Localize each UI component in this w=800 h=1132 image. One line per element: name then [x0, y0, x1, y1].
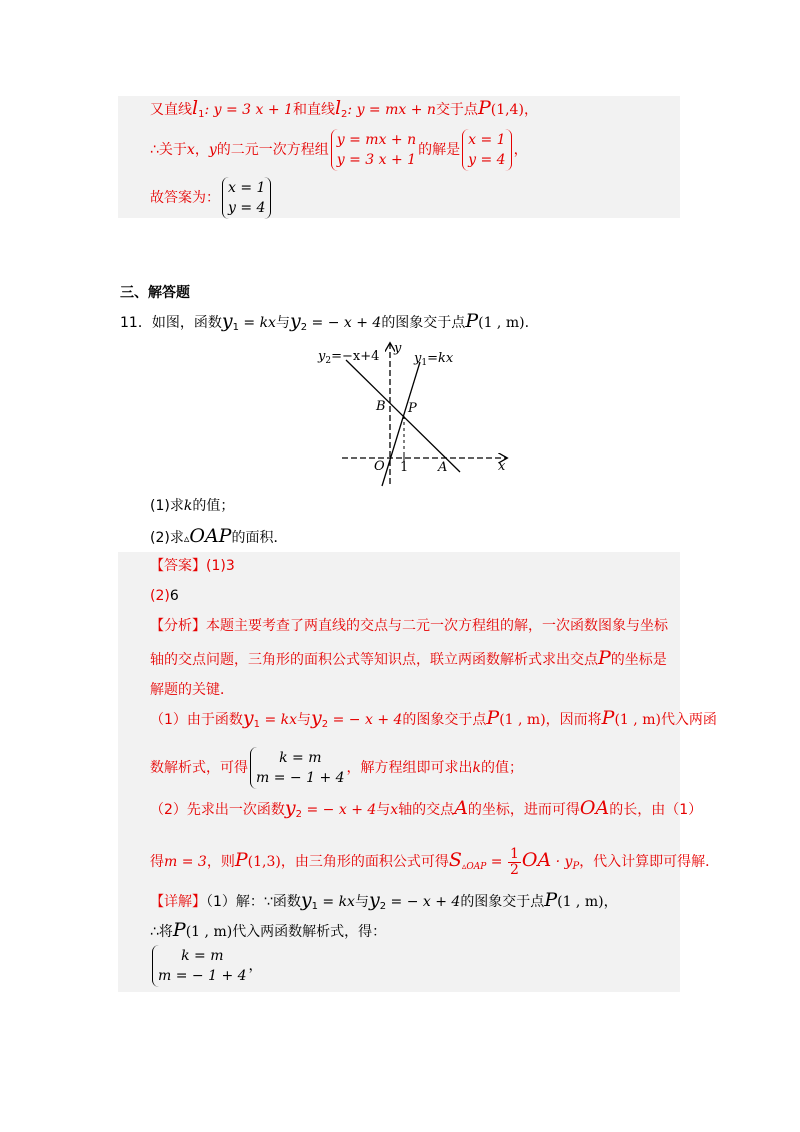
- label-A: A: [438, 460, 448, 475]
- label-y1: $y_1=kx$: [414, 351, 454, 368]
- detail-line-3: k = m m = − 1 + 4 ，: [150, 944, 263, 988]
- substitution-system: k = m m = − 1 + 4: [250, 747, 345, 789]
- analysis-line-1: 【分析】本题主要考查了两直线的交点与二元一次方程组的解，一次函数图象与坐标: [150, 618, 668, 634]
- detail-system: k = m m = − 1 + 4: [152, 945, 247, 987]
- analysis-line-3: 解题的关键．: [150, 682, 234, 698]
- fraction-one-half: $\frac{1}{2}$: [509, 845, 519, 878]
- detail-line-2: ∴将P(1 , m)代入两函数解析式，得：: [150, 919, 387, 941]
- analysis-line-2: 轴的交点问题，三角形的面积公式等知识点，联立两函数解析式求出交点P的坐标是: [150, 647, 667, 669]
- question-11: 11．如图，函数$y_1$ = kx与$y_2$ = − x + 4的图象交于点P(1 , m).: [120, 310, 530, 333]
- label-1: 1: [400, 460, 409, 475]
- section-title: 三、解答题: [120, 285, 190, 301]
- answer-line-2: (2)6: [150, 588, 179, 604]
- label-P: P: [408, 401, 417, 416]
- label-O: O: [374, 459, 385, 474]
- sub-question-2: (2)求▵OAP的面积．: [150, 525, 288, 547]
- final-answer-system: x = 1 y = 4: [222, 177, 271, 219]
- axis-label-y: y: [394, 341, 402, 356]
- analysis-point-1-cont: 数解析式，可得 k = m m = − 1 + 4 ，解方程组即可求出k的值；: [150, 746, 523, 790]
- analysis-point-1: （1）由于函数$y_1$ = kx与$y_2$ = − x + 4的图象交于点P(1 , m)，因而将P(1 , m)代入两函: [150, 707, 717, 730]
- analysis-point-2: （2）先求出一次函数$y_2$ = − x + 4与x轴的交点A的坐标，进而可得OA的长，由（1）: [150, 797, 703, 820]
- system-solution: x = 1 y = 4: [462, 129, 511, 171]
- detail-line-1: 【详解】（1）解：∵函数$y_1$ = kx与$y_2$ = − x + 4的图象交于点P(1 , m)，: [150, 889, 618, 912]
- label-y2: $y_2=-x+4$: [318, 349, 380, 366]
- axis-label-x: x: [498, 459, 506, 474]
- equation-system: y = mx + n y = 3 x + 1: [331, 129, 416, 171]
- label-B: B: [376, 399, 386, 414]
- function-graph: [310, 338, 520, 490]
- top-line-1: 又直线$l_1$: y = 3 x + 1和直线$l_2$: y = mx + n交于点P(1,4)，: [150, 97, 538, 120]
- sub-question-1: (1)求k的值；: [150, 498, 235, 514]
- answer-line-1: 【答案】(1)3: [150, 558, 235, 574]
- analysis-point-2-cont: 得m = 3，则P(1,3)，由三角形的面积公式可得$S_{▵OAP}$ = $\frac{1}{2}$ OA · $y_P$，代入计算即可得解．: [150, 845, 720, 878]
- top-line-2: ∴关于x，y的二元一次方程组 y = mx + n y = 3 x + 1 的解是 x = 1 y = 4 ，: [150, 128, 528, 172]
- top-line-3: 故答案为： x = 1 y = 4: [150, 176, 273, 220]
